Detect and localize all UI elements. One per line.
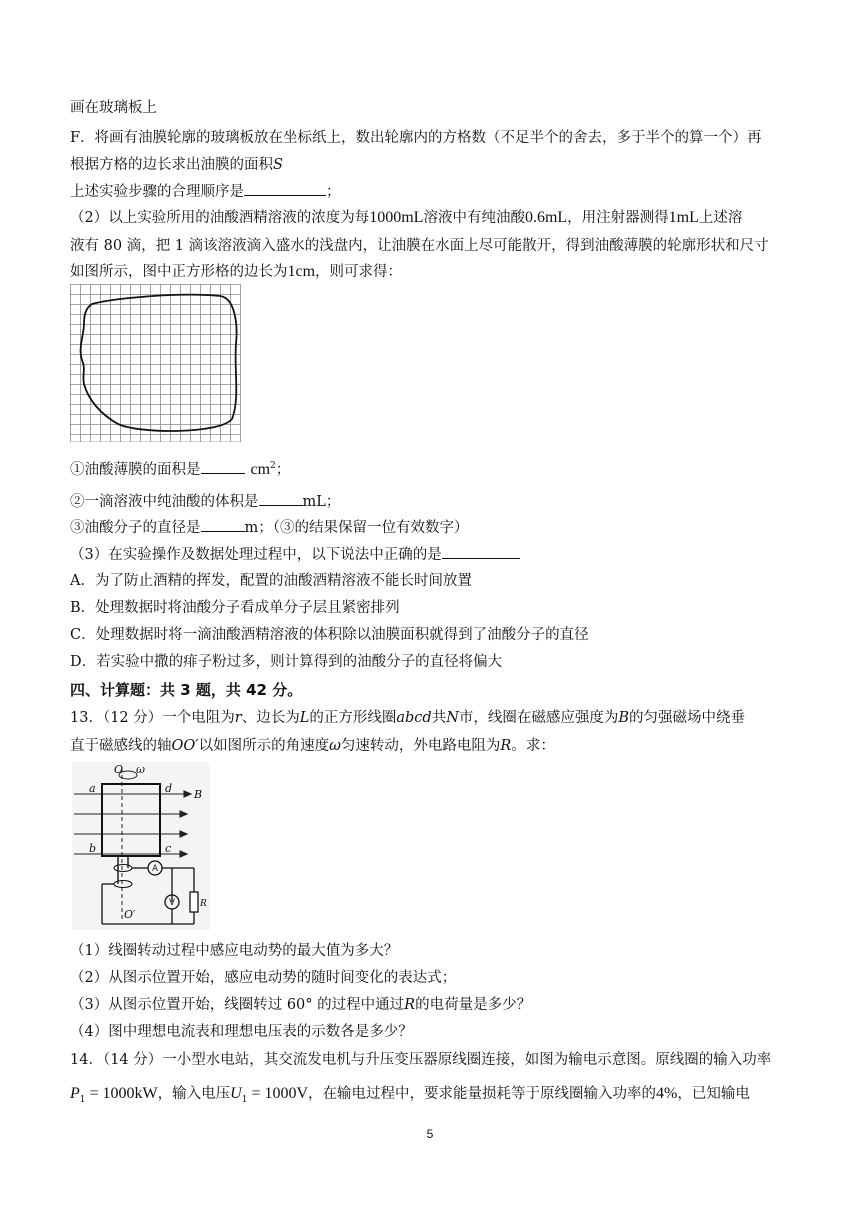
q13-l1-c: 的正方形线圈: [309, 710, 397, 726]
q2-line3: [70, 262, 790, 282]
answer-blank-area[interactable]: [201, 459, 245, 474]
order-question-tail: ；: [326, 184, 341, 200]
q13-line1: [70, 708, 790, 728]
q2-answer-2-tail: mL；: [302, 494, 341, 510]
generator-coil-figure: [72, 762, 210, 930]
q14-l2-b: ，输入电压: [157, 1086, 231, 1102]
q2-l3-a: 如图所示，图中正方形格的边长为: [70, 264, 288, 280]
q13-sub3: [70, 995, 790, 1015]
var-n: N: [446, 710, 459, 726]
q14-percent: 4%: [656, 1085, 678, 1102]
q2-answer-1: [70, 456, 790, 480]
q13-l1-f: 的匀强磁场中绕垂: [629, 710, 746, 726]
step-e-tail: 画在玻璃板上: [70, 100, 157, 116]
var-r: r: [234, 710, 242, 726]
label-voltmeter: V: [169, 898, 175, 908]
q2-l3-c: ，则可求得：: [315, 264, 403, 280]
q13-sub3-text: （3）从图示位置开始，线圈转过 60° 的过程中通过: [70, 997, 405, 1013]
q13-l1-b: 、边长为: [241, 710, 300, 726]
q13-l1-d: 共: [431, 710, 447, 726]
oil-film-grid-figure: [70, 284, 242, 442]
q2-l1-a: （2）以上实验所用的油酸酒精溶液的浓度为每: [70, 210, 370, 226]
q2-l1-c: 溶液中有纯油酸: [423, 210, 525, 226]
q2-answer-3-text: ③油酸分子的直径是: [70, 520, 201, 536]
label-resistor: R: [200, 899, 207, 909]
q2-l1-e: ，用注射器测得: [567, 210, 669, 226]
label-omega: ω: [136, 763, 145, 776]
q2-line2: 液有 80 滴，把 1 滴该溶液滴入盛水的浅盘内，让油膜在水面上尽可能散开，得到油酸薄膜的轮廓形状和尺寸: [70, 238, 769, 254]
answer-blank-order[interactable]: [244, 181, 326, 196]
var-omega: ω: [329, 738, 341, 754]
step-f-line2: [70, 155, 790, 175]
label-c: c: [165, 842, 172, 855]
order-question-text: 上述实验步骤的合理顺序是: [70, 184, 244, 200]
q2-l1-b: 1000mL: [369, 209, 424, 226]
q3-stem: [70, 544, 790, 565]
var-u1: U: [230, 1085, 242, 1102]
q14-l2-d: ，在输电过程中，要求能量损耗等于原线圈输入功率的: [308, 1086, 657, 1102]
q2-answer-2: [70, 491, 790, 512]
q3-stem-text: （3）在实验操作及数据处理过程中，以下说法中正确的是: [70, 547, 442, 563]
q2-line1: [70, 208, 790, 228]
q3-option-a: A．为了防止酒精的挥发，配置的油酸酒精溶液不能长时间放置: [70, 573, 472, 589]
unit-cm: cm: [250, 460, 271, 478]
var-u1-sub: 1: [241, 1094, 248, 1105]
var-s: S: [273, 157, 283, 173]
var-r-ext: R: [500, 738, 512, 754]
section-heading: 四、计算题：共 3 题，共 42 分。: [70, 681, 303, 699]
q3-option-d: D．若实验中撒的痱子粉过多，则计算得到的油酸分子的直径将偏大: [70, 654, 503, 670]
q2-answer-1-tail: ；: [275, 461, 291, 478]
q3-option-b: B．处理数据时将油酸分子看成单分子层且紧密排列: [70, 600, 400, 616]
unit-sup: 2: [270, 461, 276, 471]
q2-answer-3: [70, 517, 790, 538]
q14-power-value: = 1000kW: [85, 1085, 158, 1102]
q13-l1-a: 13．（12 分）一个电阻为: [70, 710, 235, 726]
q2-answer-1-text: ①油酸薄膜的面积是: [70, 461, 201, 478]
step-f-line1: F．将画有油膜轮廓的玻璃板放在坐标纸上，数出轮廓内的方格数（不足半个的舍去，多于半个的算一个）再: [70, 130, 762, 146]
q13-sub4: （4）图中理想电流表和理想电压表的示数各是多少？: [70, 1024, 413, 1040]
q2-answer-2-text: ②一滴溶液中纯油酸的体积是: [70, 494, 259, 510]
q13-sub3-tail: 的电荷量是多少？: [415, 997, 532, 1013]
var-r-sub3: R: [404, 997, 416, 1013]
q2-answer-3-tail: m；（③的结果保留一位有效数字）: [244, 520, 469, 536]
q13-l2-c: 匀速转动，外电路电阻为: [340, 738, 501, 754]
answer-blank-diameter[interactable]: [201, 517, 245, 532]
var-l: L: [299, 710, 310, 726]
label-o-prime: O′: [124, 908, 136, 921]
q13-l2-a: 直于磁感线的轴: [70, 738, 172, 754]
var-p1-sub: 1: [79, 1094, 86, 1105]
q2-l1-g: 上述溶: [698, 210, 743, 226]
label-ammeter: A: [152, 864, 158, 874]
q13-l1-e: 市，线圈在磁感应强度为: [458, 710, 619, 726]
oil-film-outline: [81, 295, 237, 431]
label-b-field: B: [194, 788, 203, 801]
q2-l1-f: 1mL: [668, 209, 699, 226]
q13-line2: [70, 736, 790, 756]
answer-blank-q3[interactable]: [442, 544, 520, 559]
q14-line1: 14．（14 分）一小型水电站，其交流发电机与升压变压器原线圈连接，如图为输电示意图。原线圈的输入功率: [70, 1052, 772, 1068]
q2-l1-d: 0.6mL: [524, 209, 568, 226]
q14-line2: [70, 1084, 790, 1110]
label-b: b: [89, 842, 97, 855]
var-oo: OO′: [171, 738, 199, 754]
step-f-line2-text: 根据方格的边长求出油膜的面积: [70, 157, 273, 173]
q13-sub1: （1）线圈转动过程中感应电动势的最大值为多大？: [70, 943, 399, 959]
label-o1: O: [114, 763, 124, 776]
q2-l3-b: 1cm: [287, 263, 316, 280]
q13-l2-b: 以如图所示的角速度: [198, 738, 330, 754]
var-abcd: abcd: [396, 710, 432, 726]
q14-voltage-value: = 1000V: [247, 1085, 309, 1102]
var-p1: P: [70, 1085, 80, 1102]
q14-l2-f: ，已知输电: [677, 1086, 750, 1102]
label-d: d: [165, 782, 173, 795]
q13-l2-d: 。求：: [511, 738, 555, 754]
order-question: [70, 181, 790, 202]
q3-option-c: C．处理数据时将一滴油酸酒精溶液的体积除以油膜面积就得到了油酸分子的直径: [70, 627, 589, 643]
q13-sub2: （2）从图示位置开始，感应电动势的随时间变化的表达式；: [70, 970, 457, 986]
answer-blank-volume[interactable]: [259, 491, 303, 506]
page-number: 5: [426, 1127, 434, 1141]
var-b: B: [618, 710, 630, 726]
label-a: a: [89, 782, 96, 795]
